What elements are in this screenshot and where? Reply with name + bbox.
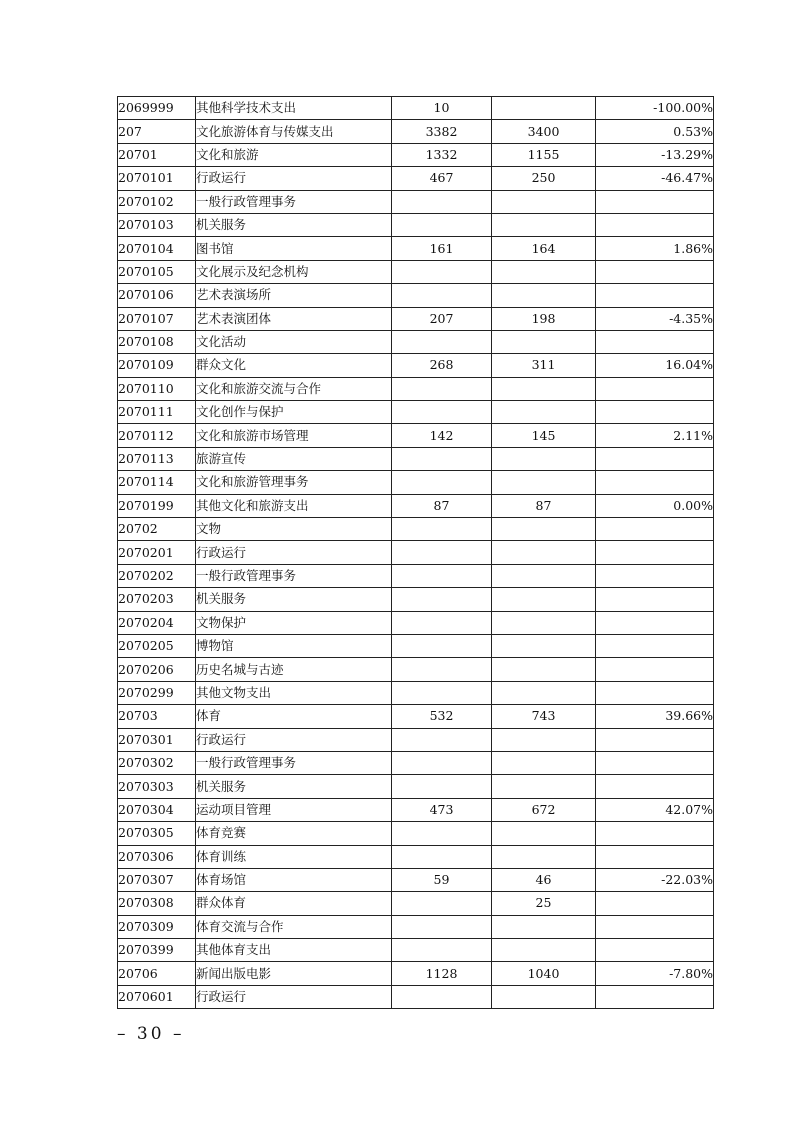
row-name: 文化展示及纪念机构 [196,260,392,283]
row-current-value [492,260,596,283]
row-current-value [492,634,596,657]
row-current-value: 164 [492,237,596,260]
row-current-value [492,588,596,611]
row-current-value [492,447,596,470]
row-change-percent [596,213,714,236]
table-row [118,658,714,681]
row-name: 其他体育支出 [196,939,392,962]
row-change-percent: 0.53% [596,120,714,143]
row-prior-value [392,401,492,424]
table-row [118,518,714,541]
row-name: 行政运行 [196,541,392,564]
table-row [118,798,714,821]
row-current-value [492,728,596,751]
row-prior-value: 3382 [392,120,492,143]
row-name: 文化活动 [196,330,392,353]
row-current-value: 743 [492,705,596,728]
row-change-percent: 2.11% [596,424,714,447]
table-body [118,97,714,1009]
table-row [118,237,714,260]
row-code: 2070102 [118,190,196,213]
row-change-percent: 1.86% [596,237,714,260]
row-name: 博物馆 [196,634,392,657]
table-row [118,494,714,517]
row-code: 2070205 [118,634,196,657]
row-code: 2070302 [118,751,196,774]
table-row [118,962,714,985]
row-prior-value: 1332 [392,143,492,166]
table-row [118,611,714,634]
budget-table [117,96,714,1009]
row-name: 群众体育 [196,892,392,915]
row-code: 2069999 [118,97,196,120]
table-row [118,97,714,120]
row-prior-value [392,681,492,704]
row-current-value [492,564,596,587]
row-prior-value [392,985,492,1008]
row-current-value [492,213,596,236]
table-row [118,307,714,330]
row-current-value: 46 [492,868,596,891]
row-code: 2070199 [118,494,196,517]
row-code: 2070299 [118,681,196,704]
row-prior-value [392,190,492,213]
row-prior-value: 87 [392,494,492,517]
row-change-percent [596,681,714,704]
row-prior-value: 467 [392,167,492,190]
row-change-percent [596,588,714,611]
row-change-percent [596,775,714,798]
row-code: 2070203 [118,588,196,611]
row-code: 2070106 [118,284,196,307]
row-change-percent: -100.00% [596,97,714,120]
row-current-value: 145 [492,424,596,447]
row-current-value: 1040 [492,962,596,985]
row-change-percent: -22.03% [596,868,714,891]
row-code: 2070306 [118,845,196,868]
row-current-value [492,751,596,774]
row-prior-value [392,775,492,798]
row-name: 其他文物支出 [196,681,392,704]
row-current-value [492,611,596,634]
row-change-percent [596,564,714,587]
row-change-percent [596,190,714,213]
row-prior-value: 59 [392,868,492,891]
row-code: 20703 [118,705,196,728]
row-code: 20702 [118,518,196,541]
row-code: 207 [118,120,196,143]
row-prior-value [392,845,492,868]
row-name: 机关服务 [196,775,392,798]
table-row [118,260,714,283]
row-name: 体育训练 [196,845,392,868]
table-row [118,915,714,938]
row-change-percent [596,939,714,962]
row-name: 图书馆 [196,237,392,260]
row-name: 机关服务 [196,213,392,236]
table-row [118,939,714,962]
row-change-percent [596,634,714,657]
row-current-value [492,97,596,120]
row-name: 一般行政管理事务 [196,564,392,587]
row-name: 艺术表演团体 [196,307,392,330]
table-row [118,868,714,891]
row-current-value: 672 [492,798,596,821]
row-prior-value [392,377,492,400]
row-prior-value [392,518,492,541]
row-code: 20706 [118,962,196,985]
table-row [118,190,714,213]
row-name: 其他文化和旅游支出 [196,494,392,517]
row-name: 体育场馆 [196,868,392,891]
row-code: 2070304 [118,798,196,821]
row-name: 文化和旅游管理事务 [196,471,392,494]
table-row [118,120,714,143]
row-code: 2070109 [118,354,196,377]
row-change-percent: -46.47% [596,167,714,190]
row-prior-value [392,471,492,494]
row-change-percent [596,822,714,845]
row-code: 20701 [118,143,196,166]
row-name: 文物 [196,518,392,541]
row-code: 2070111 [118,401,196,424]
row-change-percent: 39.66% [596,705,714,728]
row-name: 体育交流与合作 [196,915,392,938]
table-row [118,541,714,564]
row-name: 其他科学技术支出 [196,97,392,120]
table-row [118,634,714,657]
row-code: 2070113 [118,447,196,470]
row-prior-value [392,751,492,774]
table-row [118,471,714,494]
row-prior-value [392,260,492,283]
table-row [118,167,714,190]
table-row [118,447,714,470]
table-row [118,728,714,751]
row-name: 群众文化 [196,354,392,377]
row-change-percent [596,892,714,915]
row-code: 2070201 [118,541,196,564]
row-change-percent [596,845,714,868]
table-row [118,284,714,307]
row-name: 行政运行 [196,985,392,1008]
table-row [118,424,714,447]
row-current-value [492,775,596,798]
row-code: 2070303 [118,775,196,798]
table-row [118,822,714,845]
row-name: 机关服务 [196,588,392,611]
row-prior-value [392,588,492,611]
row-change-percent [596,447,714,470]
row-code: 2070105 [118,260,196,283]
table-row [118,681,714,704]
row-change-percent: 0.00% [596,494,714,517]
row-change-percent: 42.07% [596,798,714,821]
row-prior-value: 10 [392,97,492,120]
row-prior-value [392,213,492,236]
row-current-value [492,658,596,681]
row-current-value [492,915,596,938]
row-code: 2070308 [118,892,196,915]
row-code: 2070307 [118,868,196,891]
row-change-percent [596,541,714,564]
row-current-value [492,190,596,213]
row-current-value [492,330,596,353]
row-code: 2070103 [118,213,196,236]
row-current-value [492,284,596,307]
row-change-percent: 16.04% [596,354,714,377]
row-code: 2070108 [118,330,196,353]
row-name: 体育 [196,705,392,728]
table-row [118,330,714,353]
row-change-percent [596,728,714,751]
row-change-percent [596,751,714,774]
page-number: – 30 – [117,1024,185,1044]
row-prior-value [392,634,492,657]
row-name: 文化创作与保护 [196,401,392,424]
row-name: 运动项目管理 [196,798,392,821]
row-change-percent: -7.80% [596,962,714,985]
row-name: 文物保护 [196,611,392,634]
table-row [118,892,714,915]
row-name: 体育竞赛 [196,822,392,845]
row-current-value [492,518,596,541]
row-change-percent: -4.35% [596,307,714,330]
row-prior-value [392,939,492,962]
row-current-value: 250 [492,167,596,190]
row-prior-value [392,658,492,681]
row-code: 2070601 [118,985,196,1008]
row-code: 2070104 [118,237,196,260]
table-row [118,401,714,424]
table-row [118,985,714,1008]
row-prior-value: 473 [392,798,492,821]
row-change-percent [596,518,714,541]
row-current-value: 3400 [492,120,596,143]
row-current-value [492,377,596,400]
row-code: 2070305 [118,822,196,845]
row-prior-value [392,915,492,938]
row-prior-value [392,611,492,634]
row-current-value: 198 [492,307,596,330]
row-name: 新闻出版电影 [196,962,392,985]
row-code: 2070309 [118,915,196,938]
row-change-percent [596,284,714,307]
row-change-percent [596,985,714,1008]
row-code: 2070399 [118,939,196,962]
row-current-value [492,985,596,1008]
row-code: 2070206 [118,658,196,681]
row-change-percent [596,658,714,681]
row-change-percent [596,330,714,353]
row-code: 2070114 [118,471,196,494]
row-prior-value [392,892,492,915]
table-row [118,213,714,236]
table-row [118,564,714,587]
row-code: 2070112 [118,424,196,447]
row-current-value [492,471,596,494]
row-code: 2070107 [118,307,196,330]
row-current-value: 25 [492,892,596,915]
row-change-percent: -13.29% [596,143,714,166]
row-prior-value: 161 [392,237,492,260]
row-name: 文化旅游体育与传媒支出 [196,120,392,143]
row-prior-value [392,447,492,470]
row-name: 历史名城与古迹 [196,658,392,681]
row-change-percent [596,377,714,400]
row-name: 一般行政管理事务 [196,751,392,774]
row-current-value: 1155 [492,143,596,166]
row-name: 行政运行 [196,167,392,190]
row-current-value [492,541,596,564]
row-name: 行政运行 [196,728,392,751]
row-code: 2070202 [118,564,196,587]
row-code: 2070110 [118,377,196,400]
row-change-percent [596,611,714,634]
row-change-percent [596,260,714,283]
row-prior-value: 268 [392,354,492,377]
row-code: 2070301 [118,728,196,751]
row-name: 艺术表演场所 [196,284,392,307]
table-row [118,845,714,868]
row-code: 2070101 [118,167,196,190]
row-current-value [492,401,596,424]
table-row [118,588,714,611]
row-prior-value [392,728,492,751]
row-prior-value: 532 [392,705,492,728]
row-current-value: 311 [492,354,596,377]
row-prior-value: 1128 [392,962,492,985]
table-row [118,751,714,774]
row-name: 一般行政管理事务 [196,190,392,213]
row-name: 文化和旅游交流与合作 [196,377,392,400]
table-row [118,775,714,798]
row-change-percent [596,401,714,424]
row-current-value [492,845,596,868]
row-change-percent [596,915,714,938]
row-prior-value [392,564,492,587]
row-name: 文化和旅游 [196,143,392,166]
row-change-percent [596,471,714,494]
table-row [118,705,714,728]
row-prior-value [392,541,492,564]
row-code: 2070204 [118,611,196,634]
row-current-value [492,822,596,845]
row-current-value: 87 [492,494,596,517]
row-prior-value [392,284,492,307]
row-prior-value [392,822,492,845]
row-prior-value: 142 [392,424,492,447]
row-current-value [492,939,596,962]
table-row [118,377,714,400]
row-prior-value: 207 [392,307,492,330]
row-name: 文化和旅游市场管理 [196,424,392,447]
row-current-value [492,681,596,704]
table-row [118,143,714,166]
table-row [118,354,714,377]
row-name: 旅游宣传 [196,447,392,470]
row-prior-value [392,330,492,353]
